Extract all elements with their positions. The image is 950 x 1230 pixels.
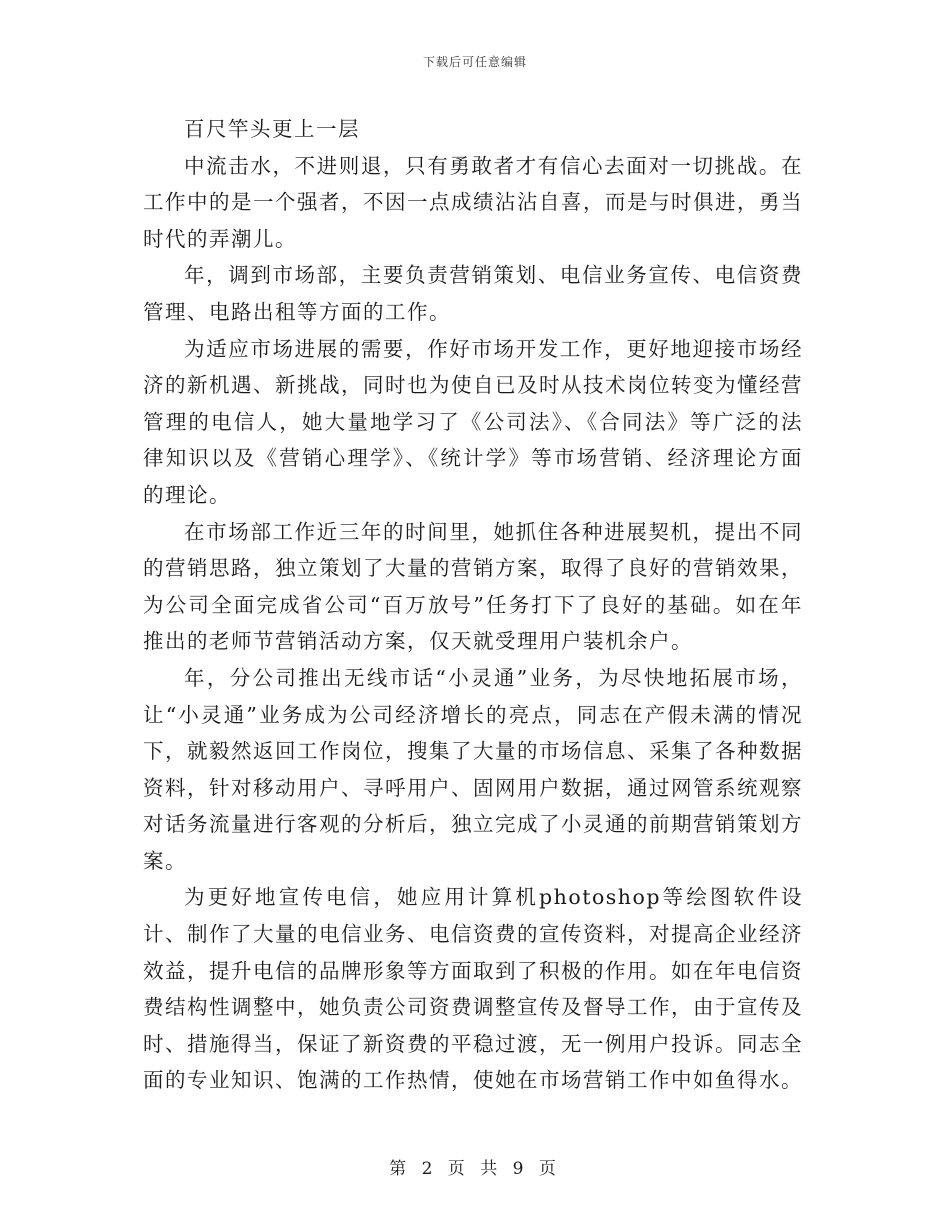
paragraph: 年，分公司推出无线市话“小灵通”业务，为尽快地拓展市场，让“小灵通”业务成为公司经济增长的亮点，同志在产假未满的情况下，就毅然返回工作岗位，搜集了大量的市场信息、采集了各种数据资料，针对移动用户、寻呼用户、固网用户数据，通过网管系统观察对话务流量进行客观的分析后，独立完成了小灵通的前期营销策划方案。 xyxy=(143,665,803,873)
paragraph: 年，调到市场部，主要负责营销策划、电信业务宣传、电信资费管理、电路出租等方面的工作。 xyxy=(143,263,803,324)
page-header-note: 下载后可任意编辑 xyxy=(422,55,527,69)
section-title: 百尺竿头更上一层 xyxy=(184,117,360,141)
paragraph: 在市场部工作近三年的时间里，她抓住各种进展契机，提出不同的营销思路，独立策划了大量的营销方案，取得了良好的营销效果，为公司全面完成省公司“百万放号”任务打下了良好的基础。如在年推出的老师节营销活动方案，仅天就受理用户装机余户。 xyxy=(143,519,803,654)
paragraph: 为更好地宣传电信，她应用计算机photoshop等绘图软件设计、制作了大量的电信业务、电信资费的宣传资料，对提高企业经济效益，提升电信的品牌形象等方面取到了积极的作用。如在年电信资费结构性调整中，她负责公司资费调整宣传及督导工作，由于宣传及时、措施得当，保证了新资费的平稳过渡，无一例用户投诉。同志全面的专业知识、饱满的工作热情，使她在市场营销工作中如鱼得水。 xyxy=(143,885,803,1093)
document-body xyxy=(143,111,803,1099)
paragraph: 中流击水，不进则退，只有勇敢者才有信心去面对一切挑战。在工作中的是一个强者，不因一点成绩沾沾自喜，而是与时俱进，勇当时代的弄潮儿。 xyxy=(143,153,803,251)
paragraph: 为适应市场进展的需要，作好市场开发工作，更好地迎接市场经济的新机遇、新挑战，同时也为使自已及时从技术岗位转变为懂经营管理的电信人，她大量地学习了《公司法》、《合同法》等广泛的法律知识以及《营销心理学》、《统计学》等市场营销、经济理论方面的理论。 xyxy=(143,336,803,507)
page-number-footer: 第 2 页 共 9 页 xyxy=(389,1159,561,1179)
